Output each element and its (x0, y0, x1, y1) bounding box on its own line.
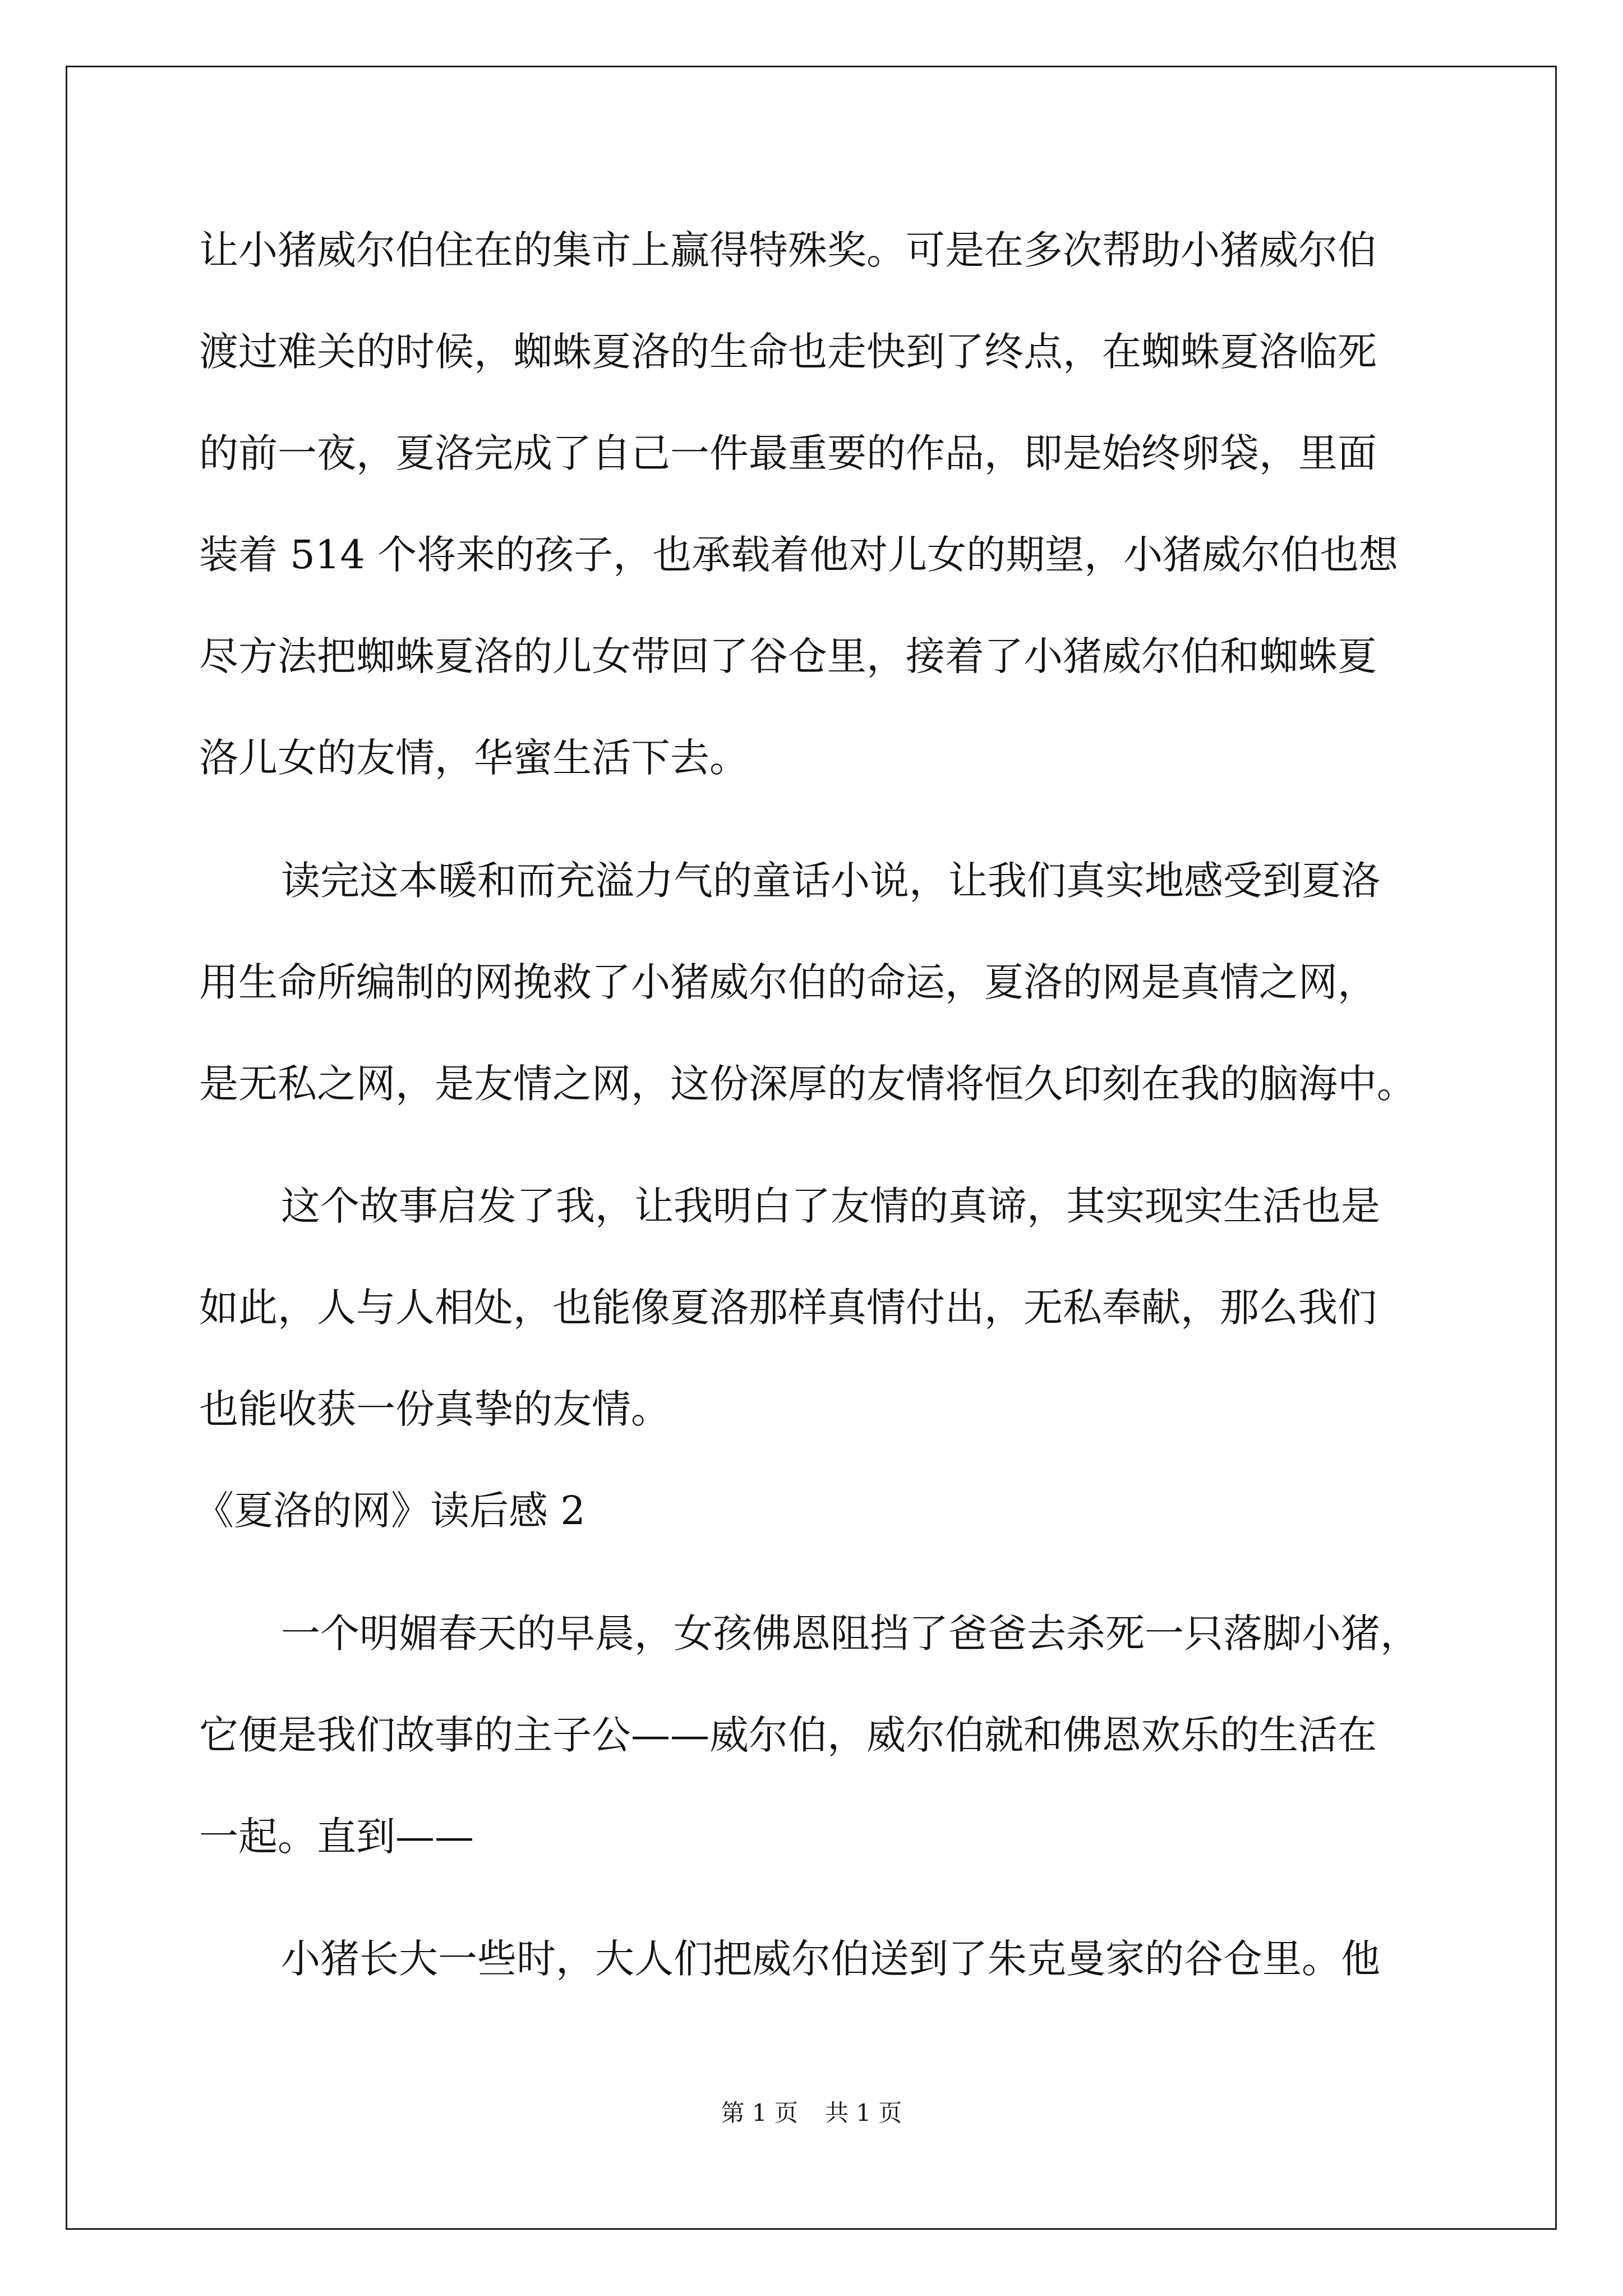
page-total: 共 1 页 (825, 2099, 902, 2127)
page-footer (0, 2096, 1623, 2130)
text-line: 也能收获一份真挚的友情。 (199, 1386, 670, 1432)
text-line: 的前一夜，夏洛完成了自己一件最重要的作品，即是始终卵袋，里面 (199, 430, 1377, 476)
text-line: 渡过难关的时候，蜘蛛夏洛的生命也走快到了终点，在蜘蛛夏洛临死 (199, 329, 1377, 375)
text-line: 用生命所编制的网挽救了小猪威尔伯的命运，夏洛的网是真情之网， (199, 959, 1377, 1005)
text-line: 让小猪威尔伯住在的集市上赢得特殊奖。可是在多次帮助小猪威尔伯 (199, 227, 1377, 273)
text-line: 一个明媚春天的早晨，女孩佛恩阻挡了爸爸去杀死一只落脚小猪， (281, 1611, 1419, 1657)
text-line: 这个故事启发了我，让我明白了友情的真谛，其实现实生活也是 (281, 1183, 1380, 1229)
text-line: 一起。直到—— (199, 1814, 474, 1860)
page-border (66, 66, 1557, 2230)
text-line: 装着 514 个将来的孩子，也承载着他对儿女的期望，小猪威尔伯也想 (199, 532, 1399, 578)
text-line: 读完这本暖和而充溢力气的童话小说，让我们真实地感受到夏洛 (281, 858, 1380, 904)
section-heading: 《夏洛的网》读后感 2 (195, 1488, 585, 1534)
text-line: 如此，人与人相处，也能像夏洛那样真情付出，无私奉献，那么我们 (199, 1285, 1377, 1331)
page-number: 第 1 页 (721, 2099, 798, 2127)
text-line: 它便是我们故事的主子公——威尔伯，威尔伯就和佛恩欢乐的生活在 (199, 1712, 1377, 1758)
text-line: 洛儿女的友情，华蜜生活下去。 (199, 735, 749, 781)
text-line: 尽方法把蜘蛛夏洛的儿女带回了谷仓里，接着了小猪威尔伯和蜘蛛夏 (199, 633, 1377, 679)
text-line: 小猪长大一些时，大人们把威尔伯送到了朱克曼家的谷仓里。他 (281, 1936, 1380, 1982)
text-line: 是无私之网，是友情之网，这份深厚的友情将恒久印刻在我的脑海中。 (199, 1061, 1416, 1107)
